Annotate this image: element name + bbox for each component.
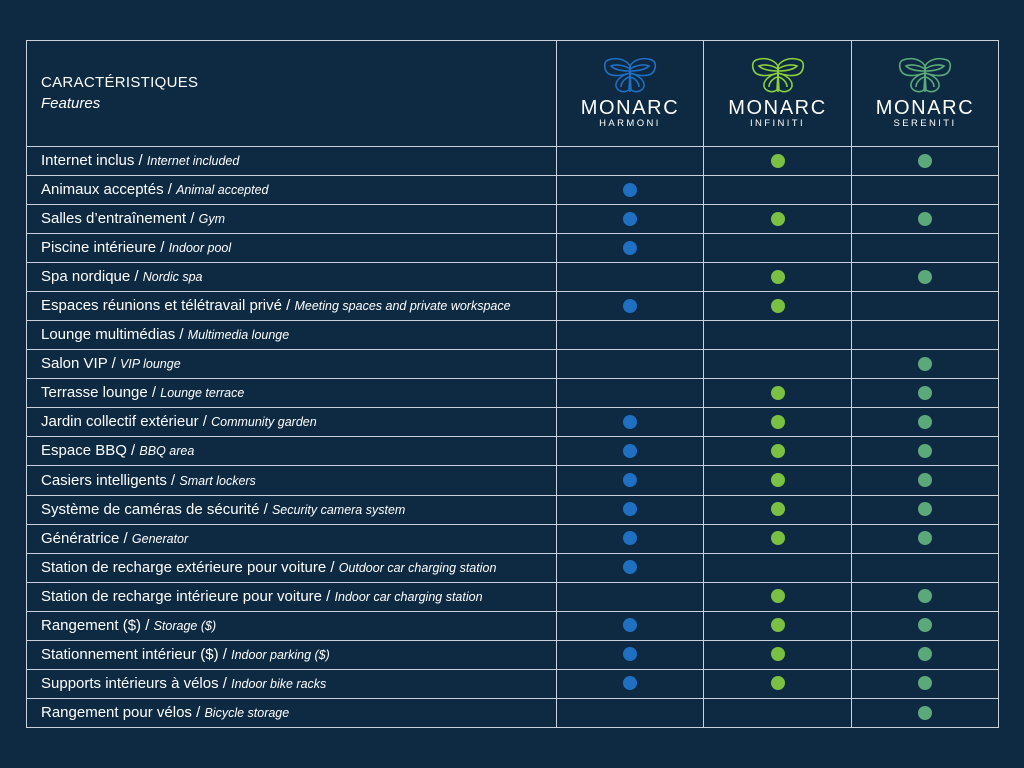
availability-cell-infiniti xyxy=(704,640,852,669)
table-row xyxy=(27,466,999,495)
availability-cell-harmoni xyxy=(557,437,704,466)
feature-label-en: Community garden xyxy=(211,415,317,430)
feature-label-cell xyxy=(27,205,557,234)
included-dot-icon xyxy=(623,676,637,690)
included-dot-icon xyxy=(918,502,932,516)
table-row xyxy=(27,611,999,640)
included-dot-icon xyxy=(623,241,637,255)
feature-label-fr: Salon VIP xyxy=(41,355,108,373)
availability-cell-harmoni xyxy=(557,698,704,727)
included-dot-icon xyxy=(918,647,932,661)
brand-name: MONARC xyxy=(728,97,827,120)
label-separator: / xyxy=(156,239,169,257)
feature-label-fr: Salles d’entraînement xyxy=(41,210,187,228)
label-separator: / xyxy=(191,703,205,721)
availability-cell-harmoni xyxy=(557,408,704,437)
label-separator: / xyxy=(141,616,154,634)
availability-cell-infiniti xyxy=(704,321,852,350)
label-separator: / xyxy=(134,152,147,170)
feature-label-cell xyxy=(27,669,557,698)
feature-label-en: Multimedia lounge xyxy=(187,328,290,343)
header-title: CARACTÉRISTIQUES xyxy=(41,73,199,91)
included-dot-icon xyxy=(623,531,637,545)
brand-sereniti xyxy=(852,41,999,147)
availability-cell-infiniti xyxy=(704,205,852,234)
included-dot-icon xyxy=(623,183,637,197)
availability-cell-sereniti xyxy=(852,524,999,553)
availability-cell-infiniti xyxy=(704,495,852,524)
feature-label-fr: Stationnement intérieur ($) xyxy=(41,645,219,663)
availability-cell-harmoni xyxy=(557,669,704,698)
label-separator: / xyxy=(147,384,161,402)
feature-label-en: Lounge terrace xyxy=(160,386,245,401)
availability-cell-infiniti xyxy=(704,147,852,176)
label-separator: / xyxy=(119,529,132,547)
availability-cell-infiniti xyxy=(704,176,852,205)
included-dot-icon xyxy=(918,270,932,284)
table-row xyxy=(27,495,999,524)
included-dot-icon xyxy=(918,706,932,720)
included-dot-icon xyxy=(918,618,932,632)
availability-cell-infiniti xyxy=(704,350,852,379)
feature-label-cell xyxy=(27,408,557,437)
feature-label-cell xyxy=(27,379,557,408)
header-row xyxy=(27,41,999,147)
availability-cell-sereniti xyxy=(852,698,999,727)
feature-label-en: Meeting spaces and private workspace xyxy=(294,299,511,314)
table-row xyxy=(27,176,999,205)
availability-cell-infiniti xyxy=(704,437,852,466)
feature-label-en: Nordic spa xyxy=(142,270,203,285)
availability-cell-infiniti xyxy=(704,698,852,727)
product-name: HARMONI xyxy=(599,118,661,130)
table-row xyxy=(27,640,999,669)
availability-cell-harmoni xyxy=(557,263,704,292)
availability-cell-infiniti xyxy=(704,292,852,321)
feature-label-fr: Rangement pour vélos xyxy=(41,703,192,721)
included-dot-icon xyxy=(918,212,932,226)
feature-label-cell xyxy=(27,292,557,321)
table-row xyxy=(27,234,999,263)
included-dot-icon xyxy=(771,154,785,168)
included-dot-icon xyxy=(623,560,637,574)
label-separator: / xyxy=(326,558,339,576)
availability-cell-harmoni xyxy=(557,466,704,495)
butterfly-logo-icon xyxy=(894,57,956,97)
feature-label-fr: Système de caméras de sécurité xyxy=(41,500,260,518)
included-dot-icon xyxy=(771,618,785,632)
table-row xyxy=(27,350,999,379)
brand-name: MONARC xyxy=(875,97,975,120)
label-separator: / xyxy=(126,442,140,460)
table-row xyxy=(27,437,999,466)
feature-label-cell xyxy=(27,234,557,263)
label-separator: / xyxy=(186,210,199,228)
availability-cell-harmoni xyxy=(557,553,704,582)
availability-cell-sereniti xyxy=(852,408,999,437)
availability-cell-harmoni xyxy=(557,640,704,669)
label-separator: / xyxy=(175,326,188,344)
feature-label-cell xyxy=(27,553,557,582)
label-separator: / xyxy=(163,181,177,199)
availability-cell-harmoni xyxy=(557,524,704,553)
availability-cell-sereniti xyxy=(852,176,999,205)
table-row xyxy=(27,698,999,727)
table-row xyxy=(27,524,999,553)
feature-label-en: Indoor car charging station xyxy=(334,589,483,604)
availability-cell-sereniti xyxy=(852,553,999,582)
included-dot-icon xyxy=(918,473,932,487)
feature-label-cell xyxy=(27,640,557,669)
product-name: INFINITI xyxy=(749,118,806,130)
feature-label-fr: Lounge multimédias xyxy=(41,326,176,344)
availability-cell-infiniti xyxy=(704,669,852,698)
feature-label-cell xyxy=(27,350,557,379)
label-separator: / xyxy=(322,587,335,605)
availability-cell-infiniti xyxy=(704,234,852,263)
feature-label-cell xyxy=(27,437,557,466)
feature-label-en: Indoor parking ($) xyxy=(231,647,330,662)
label-separator: / xyxy=(218,645,232,663)
feature-label-fr: Station de recharge intérieure pour voiture xyxy=(41,587,323,605)
label-separator: / xyxy=(107,355,120,373)
included-dot-icon xyxy=(623,444,637,458)
availability-cell-sereniti xyxy=(852,147,999,176)
included-dot-icon xyxy=(771,444,785,458)
label-separator: / xyxy=(218,674,232,692)
label-separator: / xyxy=(166,471,180,489)
included-dot-icon xyxy=(623,212,637,226)
feature-label-fr: Supports intérieurs à vélos xyxy=(41,674,219,692)
included-dot-icon xyxy=(918,386,932,400)
table-row xyxy=(27,379,999,408)
availability-cell-infiniti xyxy=(704,263,852,292)
table-row xyxy=(27,263,999,292)
feature-label-en: Internet included xyxy=(146,154,240,169)
feature-label-fr: Animaux acceptés xyxy=(41,181,164,199)
availability-cell-sereniti xyxy=(852,379,999,408)
feature-label-cell xyxy=(27,176,557,205)
feature-label-fr: Espace BBQ xyxy=(41,442,127,460)
table-row xyxy=(27,553,999,582)
feature-label-fr: Station de recharge extérieure pour voiture xyxy=(41,558,327,576)
feature-label-cell xyxy=(27,466,557,495)
feature-label-en: Security camera system xyxy=(271,502,406,517)
included-dot-icon xyxy=(623,299,637,313)
feature-label-en: Storage ($) xyxy=(153,618,217,633)
brand-infiniti xyxy=(704,41,852,147)
availability-cell-sereniti xyxy=(852,466,999,495)
feature-label-fr: Espaces réunions et télétravail privé xyxy=(41,297,282,315)
included-dot-icon xyxy=(771,299,785,313)
availability-cell-sereniti xyxy=(852,669,999,698)
included-dot-icon xyxy=(918,154,932,168)
feature-label-fr: Casiers intelligents xyxy=(41,471,167,489)
feature-label-en: BBQ area xyxy=(139,444,195,459)
product-name: SERENITI xyxy=(893,118,957,130)
included-dot-icon xyxy=(771,589,785,603)
feature-label-en: Smart lockers xyxy=(179,473,256,488)
included-dot-icon xyxy=(771,270,785,284)
availability-cell-sereniti xyxy=(852,205,999,234)
availability-cell-sereniti xyxy=(852,640,999,669)
included-dot-icon xyxy=(918,357,932,371)
feature-label-cell xyxy=(27,495,557,524)
label-separator: / xyxy=(259,500,272,518)
included-dot-icon xyxy=(623,647,637,661)
label-separator: / xyxy=(281,297,295,315)
feature-label-en: Indoor pool xyxy=(168,241,232,256)
feature-label-cell xyxy=(27,582,557,611)
table-row xyxy=(27,321,999,350)
availability-cell-infiniti xyxy=(704,524,852,553)
table-row xyxy=(27,147,999,176)
included-dot-icon xyxy=(771,386,785,400)
included-dot-icon xyxy=(918,589,932,603)
feature-label-cell xyxy=(27,147,557,176)
availability-cell-sereniti xyxy=(852,437,999,466)
feature-label-fr: Rangement ($) xyxy=(41,616,142,634)
included-dot-icon xyxy=(771,676,785,690)
feature-label-en: Generator xyxy=(131,531,189,546)
label-separator: / xyxy=(130,268,143,286)
availability-cell-harmoni xyxy=(557,582,704,611)
included-dot-icon xyxy=(771,502,785,516)
feature-label-en: Indoor bike racks xyxy=(231,676,327,691)
included-dot-icon xyxy=(623,502,637,516)
feature-label-cell xyxy=(27,698,557,727)
availability-cell-sereniti xyxy=(852,321,999,350)
feature-label-fr: Génératrice xyxy=(41,529,120,547)
feature-label-en: Gym xyxy=(198,212,225,227)
feature-label-cell xyxy=(27,611,557,640)
butterfly-logo-icon xyxy=(599,57,661,97)
availability-cell-sereniti xyxy=(852,292,999,321)
feature-label-en: Outdoor car charging station xyxy=(338,560,497,575)
included-dot-icon xyxy=(918,676,932,690)
brand-harmoni xyxy=(557,41,704,147)
butterfly-logo-icon xyxy=(747,57,809,97)
availability-cell-sereniti xyxy=(852,234,999,263)
included-dot-icon xyxy=(771,415,785,429)
availability-cell-harmoni xyxy=(557,350,704,379)
included-dot-icon xyxy=(918,444,932,458)
availability-cell-harmoni xyxy=(557,292,704,321)
feature-label-en: Animal accepted xyxy=(176,183,269,198)
feature-label-cell xyxy=(27,321,557,350)
availability-cell-sereniti xyxy=(852,350,999,379)
availability-cell-infiniti xyxy=(704,408,852,437)
feature-label-fr: Terrasse lounge xyxy=(41,384,148,402)
included-dot-icon xyxy=(623,618,637,632)
availability-cell-harmoni xyxy=(557,205,704,234)
availability-cell-harmoni xyxy=(557,176,704,205)
table-row xyxy=(27,205,999,234)
availability-cell-sereniti xyxy=(852,582,999,611)
availability-cell-harmoni xyxy=(557,495,704,524)
included-dot-icon xyxy=(771,647,785,661)
availability-cell-infiniti xyxy=(704,379,852,408)
label-separator: / xyxy=(198,413,212,431)
header-subtitle: Features xyxy=(41,94,101,112)
included-dot-icon xyxy=(771,473,785,487)
availability-cell-infiniti xyxy=(704,582,852,611)
included-dot-icon xyxy=(771,212,785,226)
availability-cell-sereniti xyxy=(852,611,999,640)
availability-cell-infiniti xyxy=(704,553,852,582)
table-row xyxy=(27,669,999,698)
availability-cell-sereniti xyxy=(852,495,999,524)
included-dot-icon xyxy=(918,415,932,429)
table-row xyxy=(27,292,999,321)
availability-cell-harmoni xyxy=(557,611,704,640)
features-comparison-table xyxy=(26,40,999,728)
availability-cell-harmoni xyxy=(557,147,704,176)
availability-cell-infiniti xyxy=(704,611,852,640)
feature-label-cell xyxy=(27,263,557,292)
table-row xyxy=(27,582,999,611)
included-dot-icon xyxy=(623,415,637,429)
availability-cell-sereniti xyxy=(852,263,999,292)
included-dot-icon xyxy=(918,531,932,545)
included-dot-icon xyxy=(771,531,785,545)
availability-cell-harmoni xyxy=(557,234,704,263)
header-label-cell xyxy=(27,41,557,147)
availability-cell-infiniti xyxy=(704,466,852,495)
availability-cell-harmoni xyxy=(557,321,704,350)
table-row xyxy=(27,408,999,437)
feature-label-fr: Spa nordique xyxy=(41,268,131,286)
feature-label-fr: Piscine intérieure xyxy=(41,239,157,257)
feature-label-en: VIP lounge xyxy=(119,357,181,372)
brand-name: MONARC xyxy=(580,97,680,120)
availability-cell-harmoni xyxy=(557,379,704,408)
feature-label-fr: Internet inclus xyxy=(41,152,135,170)
feature-label-cell xyxy=(27,524,557,553)
feature-label-en: Bicycle storage xyxy=(204,705,290,720)
feature-label-fr: Jardin collectif extérieur xyxy=(41,413,199,431)
included-dot-icon xyxy=(623,473,637,487)
